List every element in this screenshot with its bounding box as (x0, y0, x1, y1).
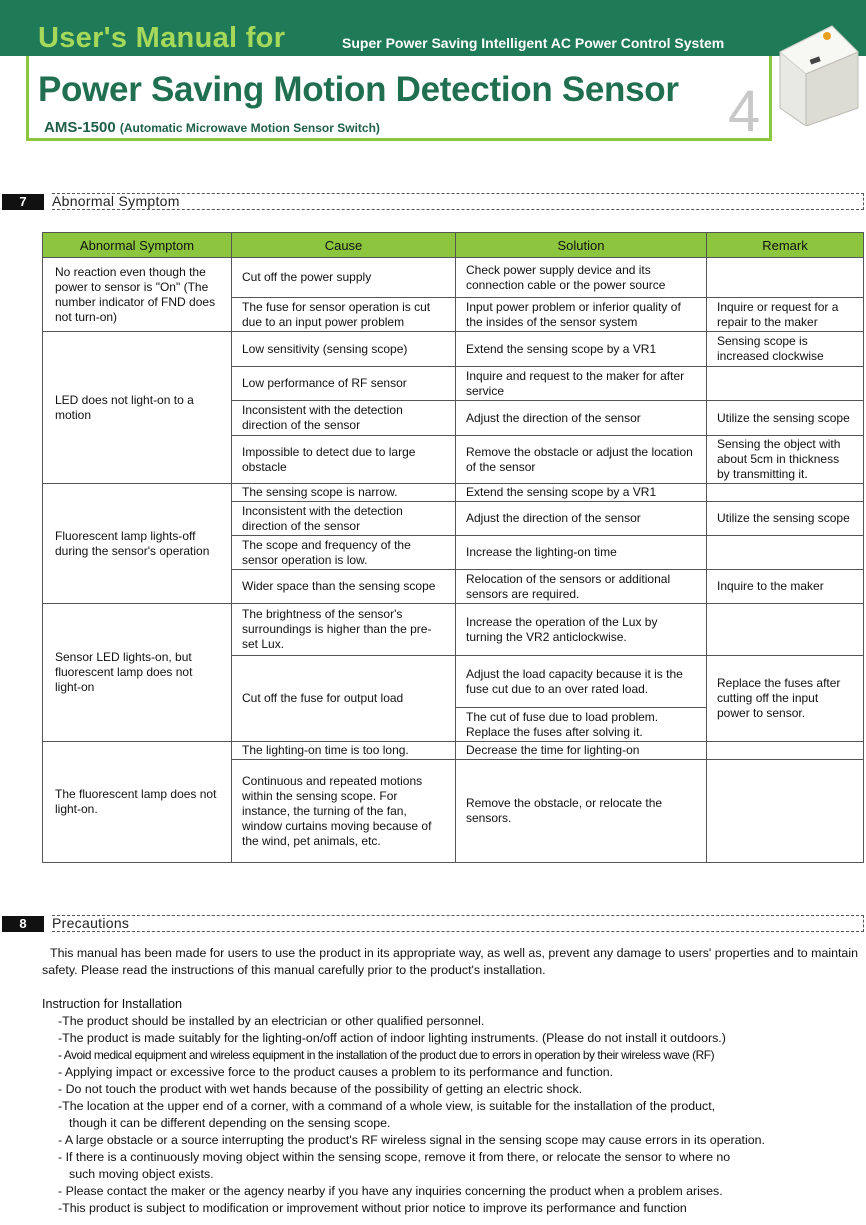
symptom-cell: LED does not light-on to a motion (43, 332, 232, 484)
solution-cell: Remove the obstacle, or relocate the sensors. (456, 760, 707, 863)
instruction-item: -The product is made suitably for the lighting-on/off action of indoor lighting instruments. (Please do not install it outdoors.) (58, 1031, 726, 1045)
column-header: Solution (456, 233, 707, 258)
cause-cell: Cut off the power supply (232, 258, 456, 298)
remark-cell: Inquire to the maker (707, 570, 864, 604)
model-number: AMS-1500 (44, 119, 116, 136)
instruction-item: -The location at the upper end of a corner, with a command of a whole view, is suitable for the installation of the product, though it can be different depending on the sensing scope. (58, 1099, 716, 1130)
table-header-row (43, 233, 864, 258)
cause-cell: The fuse for sensor operation is cut due to an input power problem (232, 298, 456, 332)
column-header: Cause (232, 233, 456, 258)
instruction-item: - Avoid medical equipment and wireless equipment in the installation of the product due to errors in operation by their wireless wave (RF) (58, 1048, 715, 1062)
cause-cell: The scope and frequency of the sensor operation is low. (232, 536, 456, 570)
instruction-item: - A large obstacle or a source interrupting the product's RF wireless signal in the sensing scope may cause errors in its operation. (58, 1133, 765, 1147)
model-line (44, 119, 380, 136)
cause-cell: Continuous and repeated motions within the sensing scope. For instance, the turning of the fan, window curtains moving because of the wind, pet animals, etc. (232, 760, 456, 863)
symptom-cell: No reaction even though the power to sensor is "On" (The number indicator of FND does not turn-on) (43, 258, 232, 332)
manual-label: User's Manual for (38, 22, 286, 54)
solution-cell: Relocation of the sensors or additional sensors are required. (456, 570, 707, 604)
page-title: Power Saving Motion Detection Sensor (38, 70, 679, 109)
intro-paragraph: This manual has been made for users to use the product in its appropriate way, as well as, prevent any damage to users' properties and to maintain safety. Please read the instructions of this manual carefully prior to the product's installation. (42, 946, 858, 977)
section-8-divider (52, 915, 864, 932)
cause-cell: Inconsistent with the detection direction of the sensor (232, 502, 456, 536)
solution-cell: Inquire and request to the maker for after service (456, 367, 707, 401)
abnormal-symptom-table (42, 232, 864, 863)
remark-cell (707, 536, 864, 570)
symptom-cell: Sensor LED lights-on, but fluorescent lamp does not light-on (43, 604, 232, 742)
cause-cell: Inconsistent with the detection direction of the sensor (232, 401, 456, 436)
instruction-item: - Do not touch the product with wet hands because of the possibility of getting an electric shock. (58, 1082, 583, 1096)
solution-cell: Adjust the direction of the sensor (456, 401, 707, 436)
remark-cell: Inquire or request for a repair to the maker (707, 298, 864, 332)
system-label: Super Power Saving Intelligent AC Power Control System (342, 35, 725, 51)
remark-cell: Utilize the sensing scope (707, 401, 864, 436)
solution-cell: Extend the sensing scope by a VR1 (456, 332, 707, 367)
section-8-header (2, 915, 864, 933)
solution-cell: Adjust the load capacity because it is the fuse cut due to an over rated load. (456, 656, 707, 708)
remark-cell (707, 742, 864, 760)
solution-cell: Increase the lighting-on time (456, 536, 707, 570)
remark-cell (707, 367, 864, 401)
solution-cell: The cut of fuse due to load problem. Replace the fuses after solving it. (456, 708, 707, 742)
instruction-item: -This product is subject to modification or improvement without prior notice to improve its performance and function (58, 1201, 687, 1215)
section-7-header (2, 193, 864, 211)
table-row (43, 258, 864, 298)
cause-cell: Impossible to detect due to large obstacle (232, 436, 456, 484)
table-row (43, 332, 864, 367)
model-description: (Automatic Microwave Motion Sensor Switch) (119, 121, 380, 135)
column-header: Remark (707, 233, 864, 258)
section-8-title: Precautions (52, 915, 130, 931)
instruction-item: - Please contact the maker or the agency nearby if you have any inquiries concerning the product when a problem arises. (58, 1184, 723, 1198)
remark-cell (707, 604, 864, 656)
instruction-item: - If there is a continuously moving object within the sensing scope, remove it from there, or relocate the sensor to where no such moving object exists. (58, 1150, 731, 1181)
solution-cell: Adjust the direction of the sensor (456, 502, 707, 536)
remark-cell (707, 760, 864, 863)
section-8-number: 8 (2, 916, 44, 932)
cause-cell: Cut off the fuse for output load (232, 656, 456, 742)
cause-cell: Low sensitivity (sensing scope) (232, 332, 456, 367)
instruction-list (42, 1013, 864, 1217)
remark-cell: Sensing scope is increased clockwise (707, 332, 864, 367)
remark-cell: Replace the fuses after cutting off the input power to sensor. (707, 656, 864, 742)
instruction-title: Instruction for Installation (42, 997, 183, 1011)
remark-cell (707, 484, 864, 502)
remark-cell (707, 258, 864, 298)
column-header: Abnormal Symptom (43, 233, 232, 258)
table-row (43, 484, 864, 502)
cause-cell: The sensing scope is narrow. (232, 484, 456, 502)
solution-cell: Check power supply device and its connection cable or the power source (456, 258, 707, 298)
cause-cell: The brightness of the sensor's surroundings is higher than the pre-set Lux. (232, 604, 456, 656)
page-number: 4 (728, 79, 761, 144)
solution-cell: Input power problem or inferior quality of the insides of the sensor system (456, 298, 707, 332)
symptom-cell: The fluorescent lamp does not light-on. (43, 742, 232, 863)
instruction-item: -The product should be installed by an electrician or other qualified personnel. (58, 1014, 485, 1028)
page-header (0, 0, 866, 145)
symptom-cell: Fluorescent lamp lights-off during the sensor's operation (43, 484, 232, 604)
sensor-device-icon (772, 22, 860, 126)
table-row (43, 604, 864, 656)
cause-cell: The lighting-on time is too long. (232, 742, 456, 760)
instruction-item: - Applying impact or excessive force to the product causes a problem to its performance and function. (58, 1065, 614, 1079)
solution-cell: Decrease the time for lighting-on (456, 742, 707, 760)
solution-cell: Remove the obstacle or adjust the location of the sensor (456, 436, 707, 484)
solution-cell: Extend the sensing scope by a VR1 (456, 484, 707, 502)
precautions-body (42, 945, 864, 1217)
section-7-title: Abnormal Symptom (52, 193, 180, 209)
table-row (43, 742, 864, 760)
remark-cell: Sensing the object with about 5cm in thickness by transmitting it. (707, 436, 864, 484)
section-7-number: 7 (2, 194, 44, 210)
solution-cell: Increase the operation of the Lux by turning the VR2 anticlockwise. (456, 604, 707, 656)
cause-cell: Low performance of RF sensor (232, 367, 456, 401)
remark-cell: Utilize the sensing scope (707, 502, 864, 536)
cause-cell: Wider space than the sensing scope (232, 570, 456, 604)
